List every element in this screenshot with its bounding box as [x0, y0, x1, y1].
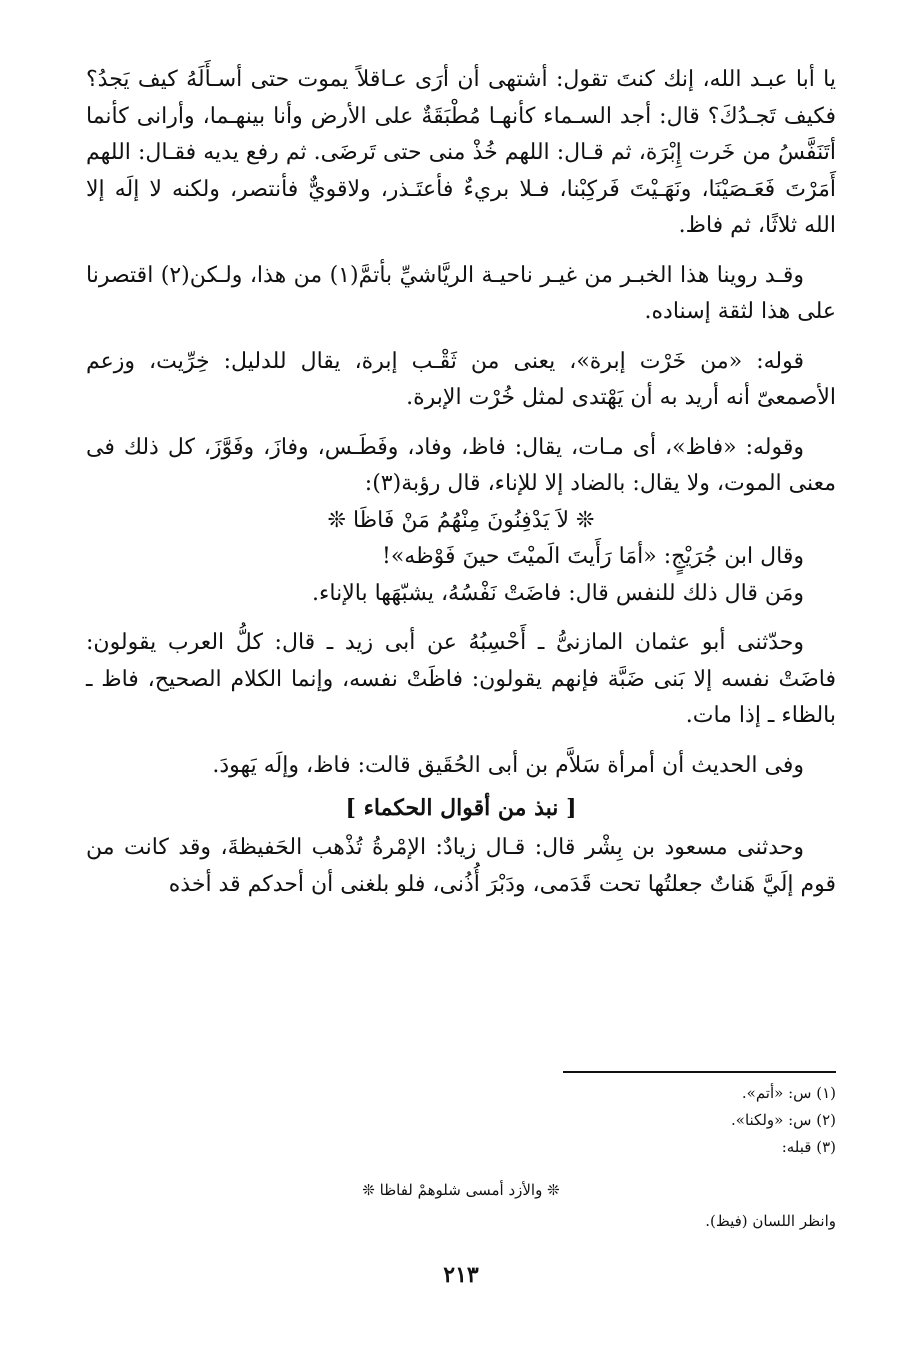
footnote-verse-text: والأزد أمسى شلوهمْ لفاظا [379, 1181, 543, 1199]
spacer [86, 245, 836, 258]
footnote-source: وانظر اللسان (فيظ). [705, 1212, 836, 1230]
footnote-3: (٣) قبله: [781, 1138, 836, 1156]
line-ibn-jurayj: وقال ابن جُرَيْجٍ: «أمَا رَأَيتَ الَميْتَ حينَ فَوْظه»! [381, 544, 804, 569]
paragraph-faz-meaning: وقوله: «فاظ»، أى مـات، يقال: فاظ، وفاد، وفَطَـس، وفازَ، وفَوَّزَ، كل ذلك فى معنى الموت، ولا يقال: بالضاد إلا للإناء، قال رؤبة(٣): [86, 434, 836, 496]
verse-marker: ❊ [327, 507, 346, 533]
spacer [86, 735, 836, 748]
verse-marker: ❊ [362, 1181, 375, 1199]
paragraph-kharat-ibra: قوله: «من خَرْت إبرة»، يعنى من ثَقْـب إبرة، يقال للدليل: خِرِّيت، وزعم الأصمعىّ أنه أريد به أن يَهْتدى لمثل خُرْت الإبرة. [86, 348, 836, 410]
paragraph-mazini: وحدّثنى أبو عثمان المازنىُّ ـ أَحْسِبُهُ عن أبى زيد ـ قال: كلُّ العرب يقولون: فاضَتْ نفسه إلا بَنى ضَبَّة فإنهم يقولون: فاظَتْ نفسه، وإنما الكلام الصحيح، فاظ ـ بالظاء ـ إذا مات. [86, 630, 836, 728]
paragraph-hadith: وفى الحديث أن أمرأة سَلاَّم بن أبى الحُقَيق قالت: فاظ، وإلَه يَهودَ. [212, 752, 804, 778]
paragraph-death-story: يا أبا عبـد الله، إنك كنتَ تقول: أشتهى أن أرَى عـاقلاً يموت حتى أسـأَلَهُ كيف يَجدُ؟ فكيف تَجـدُكَ؟ قال: أجد السـماء كأنهـا مُطْبَقَةٌ على الأرض وأنا بينهـما، وأرانى كأنما أتَنَفَّسُ من خَرت إِبْرَة، ثم قـال: اللهم خُذْ منى حتى تَرضَى. ثم رفع يديه فقـال: اللهم أَمَرْتَ فَعَـصَيْنَا، ونَهَـيْتَ فَركِبْنا، فـلا بريءٌ فأعتَـذر، ولاقويٌّ فأنتصر، ولكنه لا إلَه إلا الله ثلاثًا، ثم فاظ. [86, 67, 836, 238]
paragraph-ziyad: وحدثنى مسعود بن بِشْر قال: قـال زيادٌ: الإمْرةُ تُذْهب الحَفيظةَ، وقد كانت من قوم إلَيَّ هَناتٌ جعلتُها تحت قَدَمى، ودَبْرَ أُذُنى، فلو بلغنى أن أحدكم قد أخذه [86, 835, 836, 897]
verse-marker: ❊ [576, 507, 595, 533]
verse-marker: ❊ [547, 1181, 560, 1199]
main-text [86, 62, 836, 903]
footnote-1: (١) س: «أتم». [741, 1084, 836, 1102]
spacer [86, 331, 836, 344]
footnote-2: (٢) س: «ولكنا». [731, 1111, 836, 1129]
spacer [86, 612, 836, 625]
verse-text: لاَ يَدْفِنُونَ مِنْهُمُ مَنْ فَاظَا [352, 507, 570, 533]
footnote-divider [563, 1071, 836, 1073]
footnote-verse [86, 1177, 836, 1204]
spacer [86, 417, 836, 430]
paragraph-riyashi-report: وقـد روينا هذا الخبـر من غيـر ناحيـة الريَّاشيِّ بأتمَّ(١) من هذا، ولـكن(٢) اقتصرنا على هذا لثقة إسناده. [86, 262, 836, 324]
section-heading: [ نبذ من أقوال الحكماء ] [345, 795, 577, 821]
line-fadat-nafsuh: ومَن قال ذلك للنفس قال: فاضَتْ نَفْسُهُ، يشبّهَها بالإناء. [312, 580, 804, 606]
verse-line [86, 503, 836, 540]
footnotes [86, 1080, 836, 1235]
page-number: ٢١٣ [443, 1262, 479, 1288]
